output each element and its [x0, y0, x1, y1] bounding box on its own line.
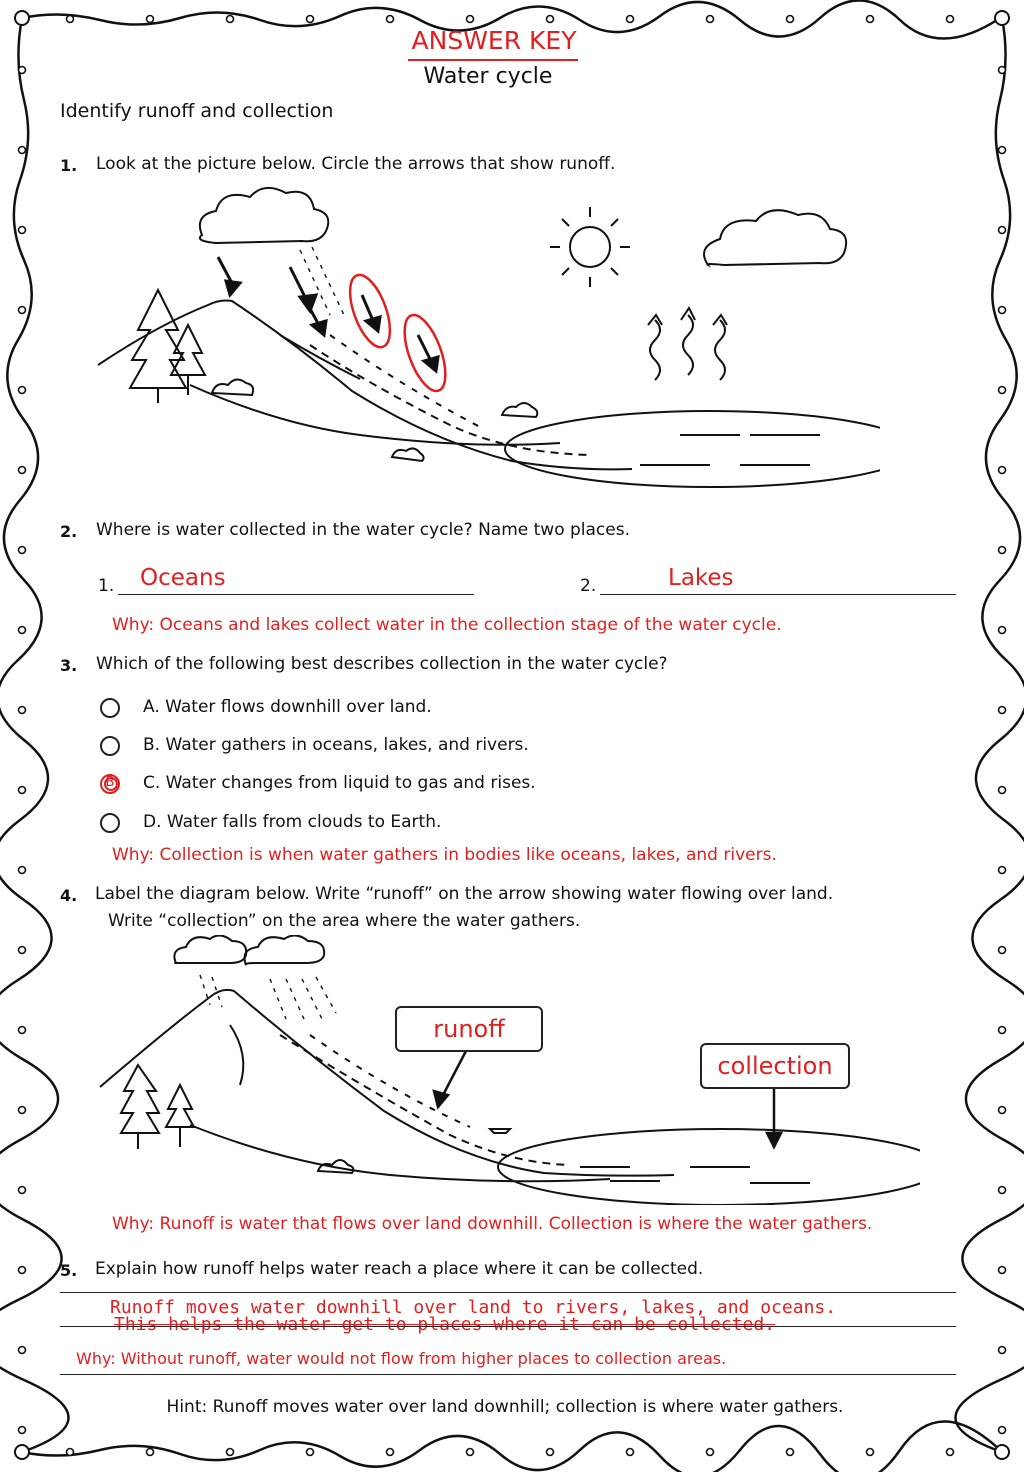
q4-why: Why: Runoff is water that flows over land downhill. Collection is where the water gathers. — [112, 1214, 873, 1234]
border-dot — [947, 1449, 954, 1456]
border-dot — [999, 707, 1006, 714]
border-dot — [547, 1449, 554, 1456]
border-dot — [999, 947, 1006, 954]
q2-blank1-number: 1. — [98, 576, 115, 596]
q4-text-line2: Write “collection” on the area where the water gathers. — [108, 911, 581, 931]
evaporation-arrow-icon — [648, 315, 662, 380]
border-dot — [19, 867, 26, 874]
q3-number: 3. — [60, 656, 78, 675]
answer-key-title: ANSWER KEY — [411, 26, 577, 55]
border-dot — [867, 1449, 874, 1456]
border-dot — [947, 16, 954, 23]
border-dot — [19, 1107, 26, 1114]
border-dot — [999, 147, 1006, 154]
q5-number: 5. — [60, 1261, 78, 1280]
border-dot — [307, 16, 314, 23]
q5-why: Why: Without runoff, water would not flow from higher places to collection areas. — [76, 1349, 727, 1368]
answer-key-underline — [408, 59, 578, 61]
collection-label-box[interactable]: collection — [700, 1043, 850, 1089]
border-dot — [999, 1347, 1006, 1354]
border-dot — [999, 467, 1006, 474]
border-dot — [19, 1027, 26, 1034]
q3-option-a-label: A. Water flows downhill over land. — [143, 697, 432, 717]
border-dot — [787, 16, 794, 23]
border-dot — [19, 307, 26, 314]
border-dot — [627, 16, 634, 23]
bush-icon — [502, 403, 537, 417]
border-dot — [999, 67, 1006, 74]
border-dot — [19, 1347, 26, 1354]
border-dot — [19, 147, 26, 154]
border-dot — [999, 627, 1006, 634]
border-dot — [67, 16, 74, 23]
q2-number: 2. — [60, 522, 78, 541]
evaporation-arrow-icon — [713, 315, 727, 380]
section-title: Identify runoff and collection — [60, 100, 334, 122]
q2-blank2-number: 2. — [580, 576, 597, 596]
q5-answer-line-1 — [60, 1292, 956, 1293]
lake-icon — [505, 411, 880, 487]
q3-option-a-radio[interactable] — [100, 698, 120, 718]
q3-option-d-label: D. Water falls from clouds to Earth. — [143, 812, 442, 832]
border-dot — [999, 867, 1006, 874]
q2-text: Where is water collected in the water cycle? Name two places. — [96, 520, 630, 540]
border-dot — [387, 1449, 394, 1456]
border-dot — [147, 16, 154, 23]
border-dot — [999, 1027, 1006, 1034]
border-dot — [999, 387, 1006, 394]
cloud-right-icon — [704, 210, 846, 265]
runoff-circle-mark — [396, 310, 453, 396]
border-dot — [867, 16, 874, 23]
tree-icon — [166, 1085, 194, 1147]
water-cycle-diagram-1 — [80, 185, 880, 495]
q4-number: 4. — [60, 886, 78, 905]
border-dot — [547, 16, 554, 23]
q3-text: Which of the following best describes collection in the water cycle? — [96, 654, 668, 674]
border-dot — [19, 947, 26, 954]
sun-icon — [550, 207, 630, 287]
boat-icon — [490, 1129, 510, 1133]
border-dot — [999, 1107, 1006, 1114]
cloud-icon — [245, 935, 325, 965]
q2-blank1-line — [118, 594, 474, 595]
q5-text: Explain how runoff helps water reach a place where it can be collected. — [95, 1259, 704, 1279]
border-dot — [227, 16, 234, 23]
cloud-icon — [174, 935, 246, 963]
border-dot — [999, 547, 1006, 554]
q5-answer-line-2 — [60, 1326, 956, 1327]
q5-answer-line2[interactable]: This helps the water get to places where it can be collected. — [114, 1314, 776, 1335]
tree-icon — [121, 1065, 159, 1149]
border-dot — [999, 1187, 1006, 1194]
hint-text: Hint: Runoff moves water over land downhill; collection is where water gathers. — [166, 1397, 844, 1417]
cloud-left-icon — [200, 188, 328, 243]
border-dot — [19, 707, 26, 714]
runoff-label-box[interactable]: runoff — [395, 1006, 543, 1052]
border-dot — [19, 387, 26, 394]
q5-answer-line-3 — [60, 1374, 956, 1375]
q3-option-b-radio[interactable] — [100, 736, 120, 756]
q3-option-b-label: B. Water gathers in oceans, lakes, and rivers. — [143, 735, 529, 755]
border-dot — [147, 1449, 154, 1456]
q2-blank1-answer[interactable]: Oceans — [140, 565, 226, 591]
q3-option-d-radio[interactable] — [100, 813, 120, 833]
border-dot — [19, 787, 26, 794]
border-dot — [227, 1449, 234, 1456]
border-dot — [19, 1427, 26, 1434]
border-dot — [467, 1449, 474, 1456]
border-dot — [999, 1427, 1006, 1434]
evaporation-arrow-icon — [681, 308, 695, 375]
q1-number: 1. — [60, 156, 78, 175]
q2-why: Why: Oceans and lakes collect water in the collection stage of the water cycle. — [112, 615, 782, 635]
q1-text: Look at the picture below. Circle the arrows that show runoff. — [96, 154, 616, 174]
border-dot — [707, 16, 714, 23]
border-dot — [19, 547, 26, 554]
border-dot — [19, 627, 26, 634]
border-dot — [707, 1449, 714, 1456]
q3-why: Why: Collection is when water gathers in bodies like oceans, lakes, and rivers. — [112, 845, 777, 865]
border-dot — [67, 1449, 74, 1456]
border-dot — [19, 467, 26, 474]
q2-blank2-line — [600, 594, 956, 595]
border-dot — [999, 227, 1006, 234]
border-dot — [19, 1267, 26, 1274]
border-dot — [467, 16, 474, 23]
border-dot — [999, 1267, 1006, 1274]
border-dot — [999, 787, 1006, 794]
border-dot — [787, 1449, 794, 1456]
border-dot — [19, 1187, 26, 1194]
q2-blank2-answer[interactable]: Lakes — [668, 565, 734, 591]
q3-option-c-label: C. Water changes from liquid to gas and rises. — [143, 773, 536, 793]
q5-answer-line1[interactable]: Runoff moves water downhill over land to rivers, lakes, and oceans. — [110, 1297, 837, 1318]
worksheet-title: Water cycle — [423, 64, 553, 89]
border-dot — [387, 16, 394, 23]
border-dot — [999, 307, 1006, 314]
runoff-pointer-arrow — [442, 1051, 466, 1097]
bush-icon — [392, 448, 424, 461]
border-dot — [307, 1449, 314, 1456]
q4-text-line1: Label the diagram below. Write “runoff” on the arrow showing water flowing over land. — [95, 884, 834, 904]
border-dot — [627, 1449, 634, 1456]
bush-icon — [212, 379, 253, 395]
q3-marked-letter: B — [105, 775, 115, 790]
border-dot — [19, 227, 26, 234]
